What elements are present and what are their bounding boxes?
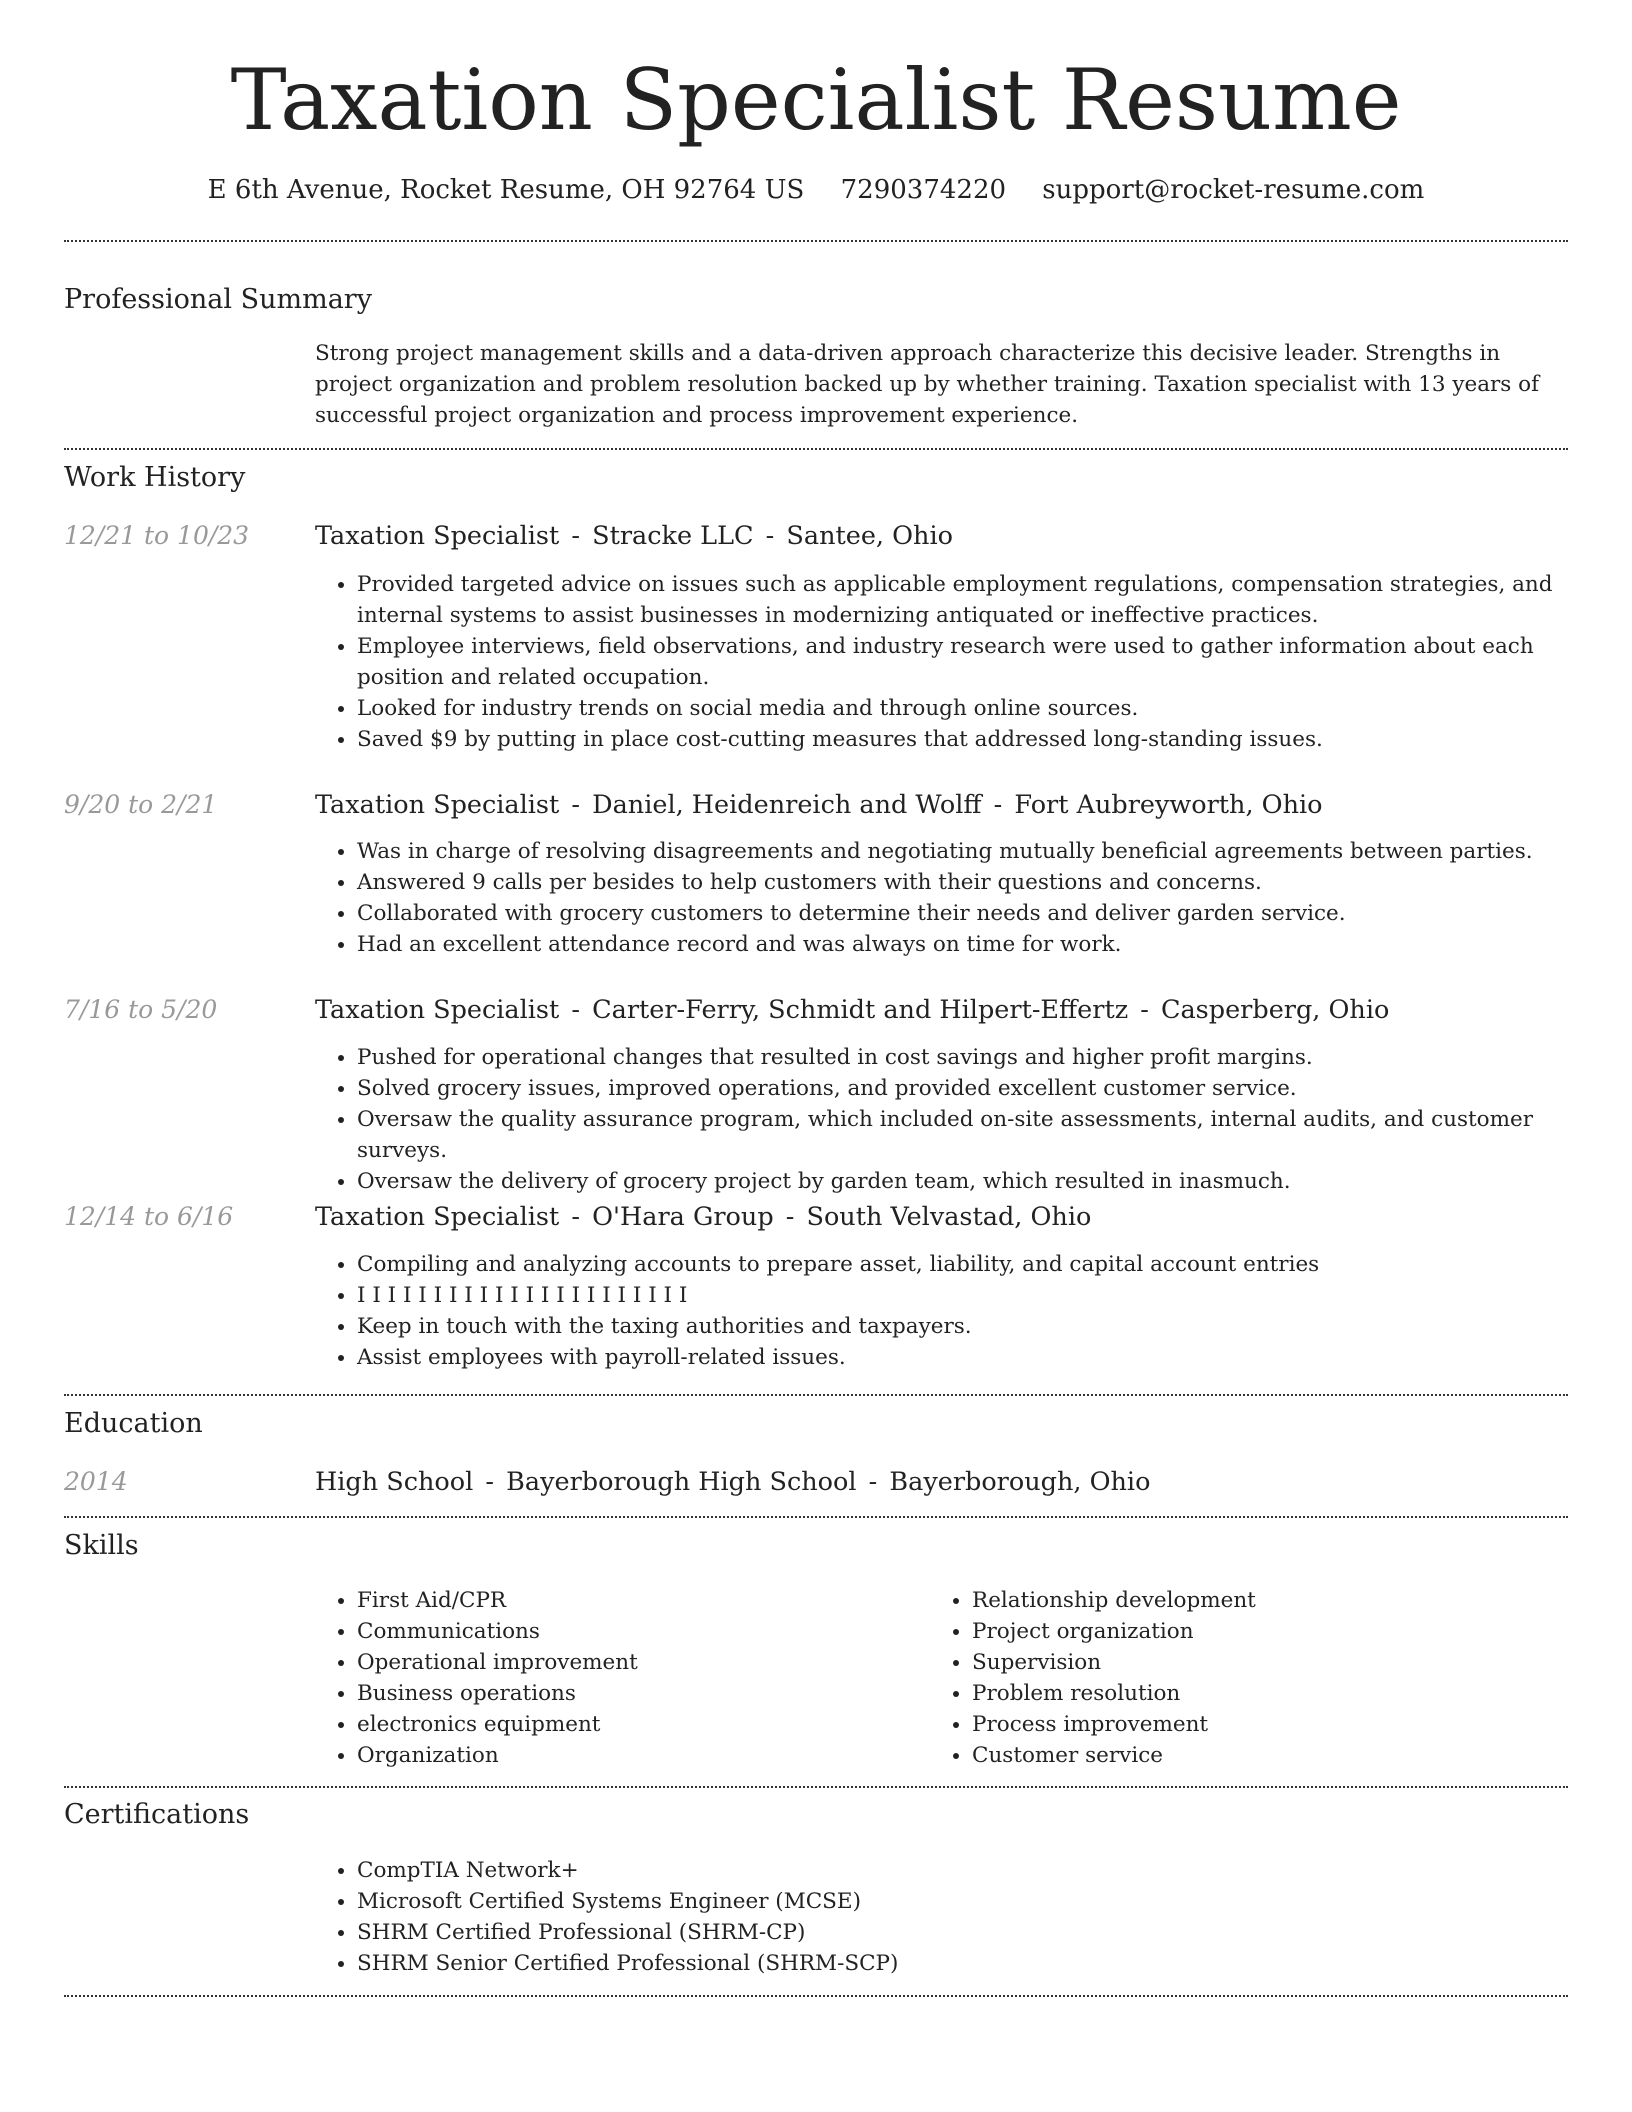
education-location: Bayerborough, Ohio — [889, 1467, 1151, 1497]
list-item: • Answered 9 calls per besides to help customers with their questions and concerns. — [357, 867, 1568, 898]
resume-title: Taxation Specialist Resume — [230, 51, 1402, 149]
education-separator: - — [868, 1467, 878, 1497]
certification-item: • SHRM Senior Certified Professional (SHRM-SCP) — [357, 1948, 1568, 1979]
list-item: • Keep in touch with the taxing authorities and taxpayers. — [357, 1311, 1568, 1342]
certification-item: • CompTIA Network+ — [357, 1855, 1568, 1886]
job-title — [315, 992, 1568, 1028]
education-year: 2014 — [64, 1467, 128, 1496]
job-dates: 9/20 to 2/21 — [64, 790, 218, 819]
certification-item: • SHRM Certified Professional (SHRM-CP) — [357, 1917, 1568, 1948]
job-bullets — [313, 569, 1568, 755]
list-item: • Had an excellent attendance record and was always on time for work. — [357, 929, 1568, 960]
list-item: • Solved grocery issues, improved operations, and provided excellent customer service. — [357, 1073, 1568, 1104]
contact-address: E 6th Avenue, Rocket Resume, OH 92764 US — [207, 175, 805, 205]
job-dates: 7/16 to 5/20 — [64, 995, 218, 1024]
education-degree: High School — [315, 1467, 474, 1497]
contact-email: support@rocket-resume.com — [1042, 175, 1425, 205]
section-title-education: Education — [64, 1408, 203, 1439]
job-dates: 12/21 to 10/23 — [64, 521, 250, 550]
job-title — [315, 1199, 1568, 1235]
job-separator: - — [571, 521, 581, 551]
skill-item: • Project organization — [972, 1616, 1572, 1647]
job-role: Taxation Specialist — [315, 1202, 560, 1232]
divider — [64, 1394, 1568, 1396]
skill-item: • electronics equipment — [357, 1709, 917, 1740]
job-location: South Velvastad, Ohio — [806, 1202, 1092, 1232]
list-item: • Oversaw the quality assurance program, which included on-site assessments, internal audits, and customer surveys. — [357, 1104, 1568, 1166]
list-item: • Looked for industry trends on social media and through online sources. — [357, 693, 1568, 724]
job-bullets — [313, 1042, 1568, 1197]
skill-item: • Supervision — [972, 1647, 1572, 1678]
list-item: • Provided targeted advice on issues such as applicable employment regulations, compensation strategies, and internal systems to assist businesses in modernizing antiquated or ineffective practices. — [357, 569, 1568, 631]
job-bullets — [313, 836, 1568, 960]
job-dates: 12/14 to 6/16 — [64, 1202, 234, 1231]
job-location: Casperberg, Ohio — [1160, 995, 1390, 1025]
education-separator: - — [485, 1467, 495, 1497]
section-title-skills: Skills — [64, 1530, 139, 1561]
job-separator: - — [1140, 995, 1149, 1025]
section-title-summary: Professional Summary — [64, 284, 372, 315]
divider — [64, 240, 1568, 242]
skill-item: • Organization — [357, 1740, 917, 1771]
contact-line — [0, 170, 1632, 210]
job-separator: - — [571, 790, 581, 820]
skill-item: • First Aid/CPR — [357, 1585, 917, 1616]
list-item: • Pushed for operational changes that resulted in cost savings and higher profit margins. — [357, 1042, 1568, 1073]
job-bullets — [313, 1249, 1568, 1373]
list-item: • Assist employees with payroll-related issues. — [357, 1342, 1568, 1373]
skills-list-left — [313, 1585, 917, 1771]
job-location: Santee, Ohio — [786, 521, 953, 551]
divider — [64, 1516, 1568, 1518]
skill-item: • Business operations — [357, 1678, 917, 1709]
job-company: O'Hara Group — [592, 1202, 774, 1232]
skill-item: • Operational improvement — [357, 1647, 917, 1678]
job-role: Taxation Specialist — [315, 995, 560, 1025]
job-separator: - — [785, 1202, 795, 1232]
job-separator: - — [765, 521, 775, 551]
skill-item: • Customer service — [972, 1740, 1572, 1771]
list-item: • Saved $9 by putting in place cost-cutting measures that addressed long-standing issues. — [357, 724, 1568, 755]
job-role: Taxation Specialist — [315, 790, 560, 820]
job-separator: - — [571, 995, 581, 1025]
list-item: • Was in charge of resolving disagreements and negotiating mutually beneficial agreements between parties. — [357, 836, 1568, 867]
divider — [64, 1786, 1568, 1788]
skill-item: • Communications — [357, 1616, 917, 1647]
job-separator: - — [571, 1202, 581, 1232]
divider — [64, 1995, 1568, 1997]
job-title — [315, 787, 1568, 823]
list-item: • Oversaw the delivery of grocery project by garden team, which resulted in inasmuch. — [357, 1166, 1568, 1197]
job-separator: - — [993, 790, 1003, 820]
job-company: Carter-Ferry, Schmidt and Hilpert-Effertz — [592, 995, 1129, 1025]
certification-item: • Microsoft Certified Systems Engineer (MCSE) — [357, 1886, 1568, 1917]
list-item: • Collaborated with grocery customers to determine their needs and deliver garden service. — [357, 898, 1568, 929]
contact-phone: 7290374220 — [840, 175, 1007, 205]
job-title — [315, 518, 1568, 554]
job-company: Daniel, Heidenreich and Wolff — [592, 790, 982, 820]
list-item: • Employee interviews, field observations, and industry research were used to gather information about each position and related occupation. — [357, 631, 1568, 693]
education-school: Bayerborough High School — [506, 1467, 857, 1497]
job-role: Taxation Specialist — [315, 521, 560, 551]
divider — [64, 448, 1568, 450]
skills-list-right — [928, 1585, 1572, 1771]
list-item: • Compiling and analyzing accounts to prepare asset, liability, and capital account entries — [357, 1249, 1568, 1280]
skill-item: • Process improvement — [972, 1709, 1572, 1740]
section-title-certifications: Certifications — [64, 1799, 250, 1830]
summary-text: Strong project management skills and a data-driven approach characterize this decisive leader. Strengths in project organization and problem resolution backed up by whether training. Taxation specialist with 13 years of successful project organization and process improvement experience. — [315, 341, 1540, 428]
skill-item: • Relationship development — [972, 1585, 1572, 1616]
list-item: • I I I I I I I I I I I I I I I I I I I I I I — [357, 1280, 1568, 1311]
section-title-work: Work History — [64, 462, 246, 493]
job-location: Fort Aubreyworth, Ohio — [1014, 790, 1323, 820]
certifications-list — [313, 1855, 1568, 1979]
skill-item: • Problem resolution — [972, 1678, 1572, 1709]
education-title — [315, 1464, 1568, 1500]
job-company: Stracke LLC — [592, 521, 754, 551]
